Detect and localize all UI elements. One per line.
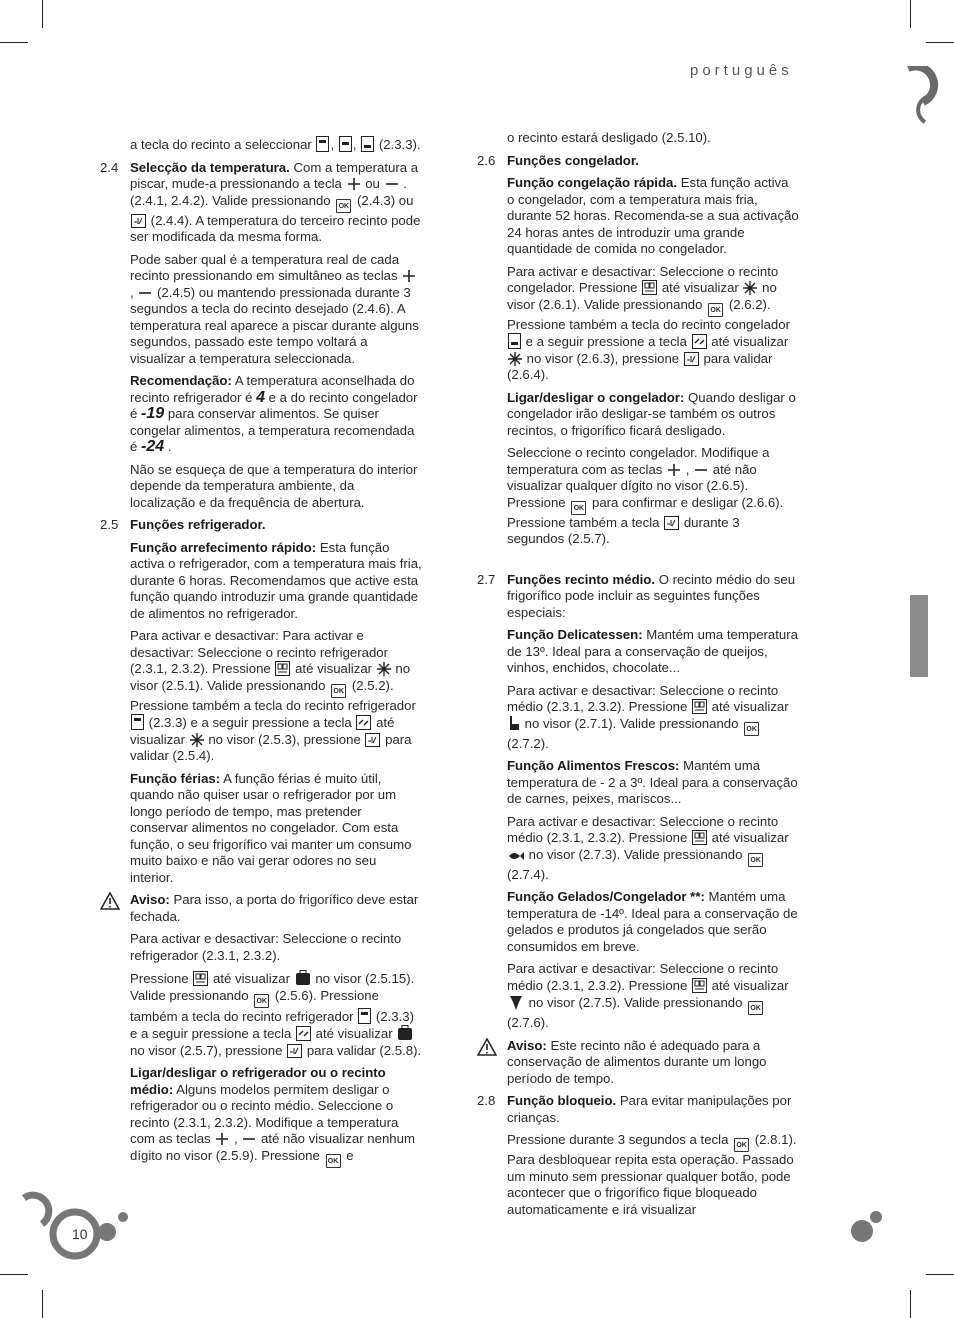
ok-key-icon: OK <box>748 1001 763 1015</box>
section-2-4: 2.4 Selecção da temperatura. Com a temperatura a piscar, mude-a pressionando a tecla ou . (2.4.1, 2.4.2). Valide pressionando OK (2.4.3) ou (2.4.4). A temperatura do terceiro recinto pode ser modificada da mesma forma. <box>100 159 421 244</box>
fish-icon <box>508 850 524 862</box>
left-column <box>100 136 422 1174</box>
function-key-icon <box>692 699 707 714</box>
paragraph: Para activar e desactivar: Para activar e desactivar: Seleccione o recinto refrigerador (2.3.1, 2.3.2). Pressione até visualizar no visor (2.5.1). Valide pressionando OK (2.5.2). Pressione também a tecla do recinto refrigerador (2.3.3) e a seguir pressione a tecla até visualizar no visor (2.5.3), pressione para validar (2.5.4). <box>130 628 416 763</box>
paragraph: Para activar e desactivar: Seleccione o recinto médio (2.3.1, 2.3.2). Pressione até visualizar no visor (2.7.1). Valide pressionando OK (2.7.2). <box>507 682 789 751</box>
wine-bottle-icon <box>508 716 520 731</box>
crop-mark <box>0 1274 28 1275</box>
paragraph: Pode saber qual é a temperatura real de cada recinto pressionando em simultâneo as teclas , (2.4.5) ou mantendo pressionada durante 3 segundos a tecla do recinto desejado (2.4.6). A temperatura real aparece a piscar durante alguns segundos, passado este tempo voltará a visualizar a temperatura seleccionada. <box>130 251 419 366</box>
minus-icon <box>242 1132 256 1146</box>
paragraph: Função arrefecimento rápido: Esta função activa o refrigerador, com a temperatura mais fria, durante 6 horas. Recomendamos que active esta função quando introduzir uma grande quantidade de alimentos no refrigerador. <box>130 539 422 621</box>
paragraph: Para activar e desactivar: Seleccione o recinto congelador. Pressione até visualizar no visor (2.6.1). Valide pressionando OK (2.6.2). Pressione também a tecla do recinto congelador e a seguir pressione a tecla até visualizar no visor (2.6.3), pressione para validar (2.6.4). <box>507 263 790 382</box>
warning-icon <box>477 1038 497 1056</box>
paragraph: Recomendação: A temperatura aconselhada do recinto refrigerador é 4 e a do recinto congelador é -19 para conservar alimentos. Se quiser congelar alimentos, a temperatura recomendada é -24 . <box>130 373 418 455</box>
on-off-key-icon <box>131 214 146 228</box>
crop-mark <box>0 42 28 43</box>
fast-cool-key-icon <box>356 715 371 730</box>
fast-cool-key-icon <box>692 334 707 349</box>
paragraph: o recinto estará desligado (2.5.10). <box>507 130 711 145</box>
page-number: 10 <box>72 1226 88 1242</box>
plus-icon <box>215 1132 229 1146</box>
plus-icon <box>667 463 681 477</box>
paragraph: Função férias: A função férias é muito útil, quando não quiser usar o refrigerador por um longo período de tempo, mas pretender conservar alimentos no congelador. Com esta função, o seu frigorífico vai manter um consumo muito baixo e não vai gerar odores no seu interior. <box>130 770 412 885</box>
paragraph: Para activar e desactivar: Seleccione o recinto médio (2.3.1, 2.3.2). Pressione até visualizar no visor (2.7.3). Valide pressionando OK (2.7.4). <box>507 813 789 882</box>
lcd-temperature: 4 <box>256 388 265 406</box>
ice-cream-icon <box>508 994 524 1010</box>
function-key-icon <box>692 830 707 845</box>
ok-key-icon: OK <box>326 1154 341 1168</box>
lcd-temperature: -19 <box>141 405 165 422</box>
paragraph: Função Delicatessen: Mantém uma temperatura de 13º. Ideal para a conservação de queijos, vinhos, enchidos, chocolate... <box>507 627 798 675</box>
minus-icon <box>138 286 152 300</box>
on-off-key-icon <box>365 733 380 747</box>
freezer-compartment-icon <box>361 136 374 152</box>
paragraph: Não se esqueça de que a temperatura do interior depende da temperatura ambiente, da localização e da frequência de abertura. <box>130 461 418 510</box>
paragraph: Pressione durante 3 segundos a tecla OK (2.8.1). Para desbloquear repita esta operação. Passado um minuto sem pressionar qualquer botão, pode acontecer que o frigorífico fique bloqueado automaticamente e irá visualizar <box>507 1132 797 1217</box>
section-2-8: 2.8 Função bloqueio. Para evitar manipulações por crianças. <box>477 1093 792 1125</box>
crop-mark <box>926 1274 954 1275</box>
language-label: português <box>690 62 793 79</box>
paragraph: a tecla do recinto a seleccionar , , (2.3.3). <box>130 137 421 152</box>
section-2-6: 2.6 Funções congelador. <box>477 152 639 168</box>
suitcase-icon <box>397 1025 413 1041</box>
decorative-dots-icon <box>848 1208 888 1248</box>
paragraph: Para activar e desactivar: Seleccione o recinto médio (2.3.1, 2.3.2). Pressione até visualizar no visor (2.7.5). Valide pressionando OK (2.7.6). <box>507 961 789 1030</box>
paragraph: Pressione até visualizar no visor (2.5.15). Valide pressionando OK (2.5.6). Pressione também a tecla do recinto refrigerador (2.3.3) e a seguir pressione a tecla até visualizar no visor (2.5.7), pressione para validar (2.5.8). <box>130 971 422 1058</box>
on-off-key-icon <box>287 1044 302 1058</box>
snowflake-icon <box>508 352 522 366</box>
function-key-icon <box>275 661 290 676</box>
snowflake-icon <box>190 733 204 747</box>
fridge-compartment-icon <box>358 1008 371 1024</box>
crop-mark <box>42 1290 43 1318</box>
ok-key-icon: OK <box>744 722 759 736</box>
right-column <box>477 130 799 1224</box>
ok-key-icon: OK <box>331 684 346 698</box>
section-2-5: 2.5 Funções refrigerador. <box>100 517 266 532</box>
ok-key-icon: OK <box>571 501 586 515</box>
warning-paragraph: Aviso: Para isso, a porta do frigorífico deve estar fechada. <box>100 892 422 925</box>
function-key-icon <box>193 971 208 986</box>
function-key-icon <box>692 978 707 993</box>
paragraph: Ligar/desligar o congelador: Quando desligar o congelador irão desligar-se também os outros recintos, o frigorífico ficará desligado. <box>507 389 796 438</box>
snowflake-icon <box>743 281 757 295</box>
snowflake-icon <box>377 662 391 676</box>
minus-icon <box>694 463 708 477</box>
warning-paragraph: Aviso: Este recinto não é adequado para a conservação de alimentos durante um longo período de tempo. <box>477 1038 799 1088</box>
fridge-compartment-icon <box>131 714 144 730</box>
lcd-temperature: -24 <box>141 438 165 455</box>
crop-mark <box>910 1290 911 1318</box>
plus-icon <box>402 269 416 283</box>
freezer-compartment-icon <box>508 333 521 349</box>
ok-key-icon: OK <box>254 994 269 1008</box>
minus-icon <box>385 177 399 191</box>
crop-mark <box>910 0 911 28</box>
crop-mark <box>926 42 954 43</box>
paragraph: Função congelação rápida. Esta função activa o congelador, com a temperatura mais fria, durante 52 horas. Recomenda-se a sua activação 24 horas antes de introduzir uma grande quantidade de comida no congelador. <box>507 175 799 256</box>
section-2-7: 2.7 Funções recinto médio. O recinto médio do seu frigorífico pode incluir as seguintes funções especiais: <box>477 571 796 620</box>
paragraph: Para activar e desactivar: Seleccione o recinto refrigerador (2.3.1, 2.3.2). <box>130 931 402 963</box>
on-off-key-icon <box>664 516 679 530</box>
fast-cool-key-icon <box>296 1026 311 1041</box>
plus-icon <box>347 177 361 191</box>
ok-key-icon: OK <box>336 199 351 213</box>
ok-key-icon: OK <box>748 853 763 867</box>
section-tab-bar <box>910 595 928 677</box>
decorative-circles-icon <box>905 66 954 126</box>
ok-key-icon: OK <box>734 1138 749 1152</box>
suitcase-icon <box>295 970 311 986</box>
paragraph: Função Gelados/Congelador **: Mantém uma temperatura de -14º. Ideal para a conservação de gelados e produtos já congelados que serão consumidos em breve. <box>507 889 798 954</box>
paragraph: Seleccione o recinto congelador. Modifique a temperatura com as teclas , até não visualizar qualquer dígito no visor (2.6.5). Pressione OK para confirmar e desligar (2.6.6). Pressione também a tecla durante 3 segundos (2.5.7). <box>507 445 784 546</box>
paragraph: Função Alimentos Frescos: Mantém uma temperatura de - 2 a 3º. Ideal para a conservação de carnes, peixes, mariscos... <box>507 758 798 806</box>
warning-icon <box>100 892 120 910</box>
on-off-key-icon <box>684 352 699 366</box>
crop-mark <box>42 0 43 28</box>
fridge-compartment-icon <box>316 136 329 152</box>
middle-compartment-icon <box>339 136 352 152</box>
ok-key-icon: OK <box>708 303 723 317</box>
paragraph: Ligar/desligar o refrigerador ou o recinto médio: Alguns modelos permitem desligar o refrigerador ou o recinto médio. Seleccione o recinto (2.3.1, 2.3.2). Modifique a temperatura com as teclas , até não visualizar nenhum dígito no visor (2.5.9). Pressione OK e <box>100 1065 422 1168</box>
function-key-icon <box>642 280 657 295</box>
